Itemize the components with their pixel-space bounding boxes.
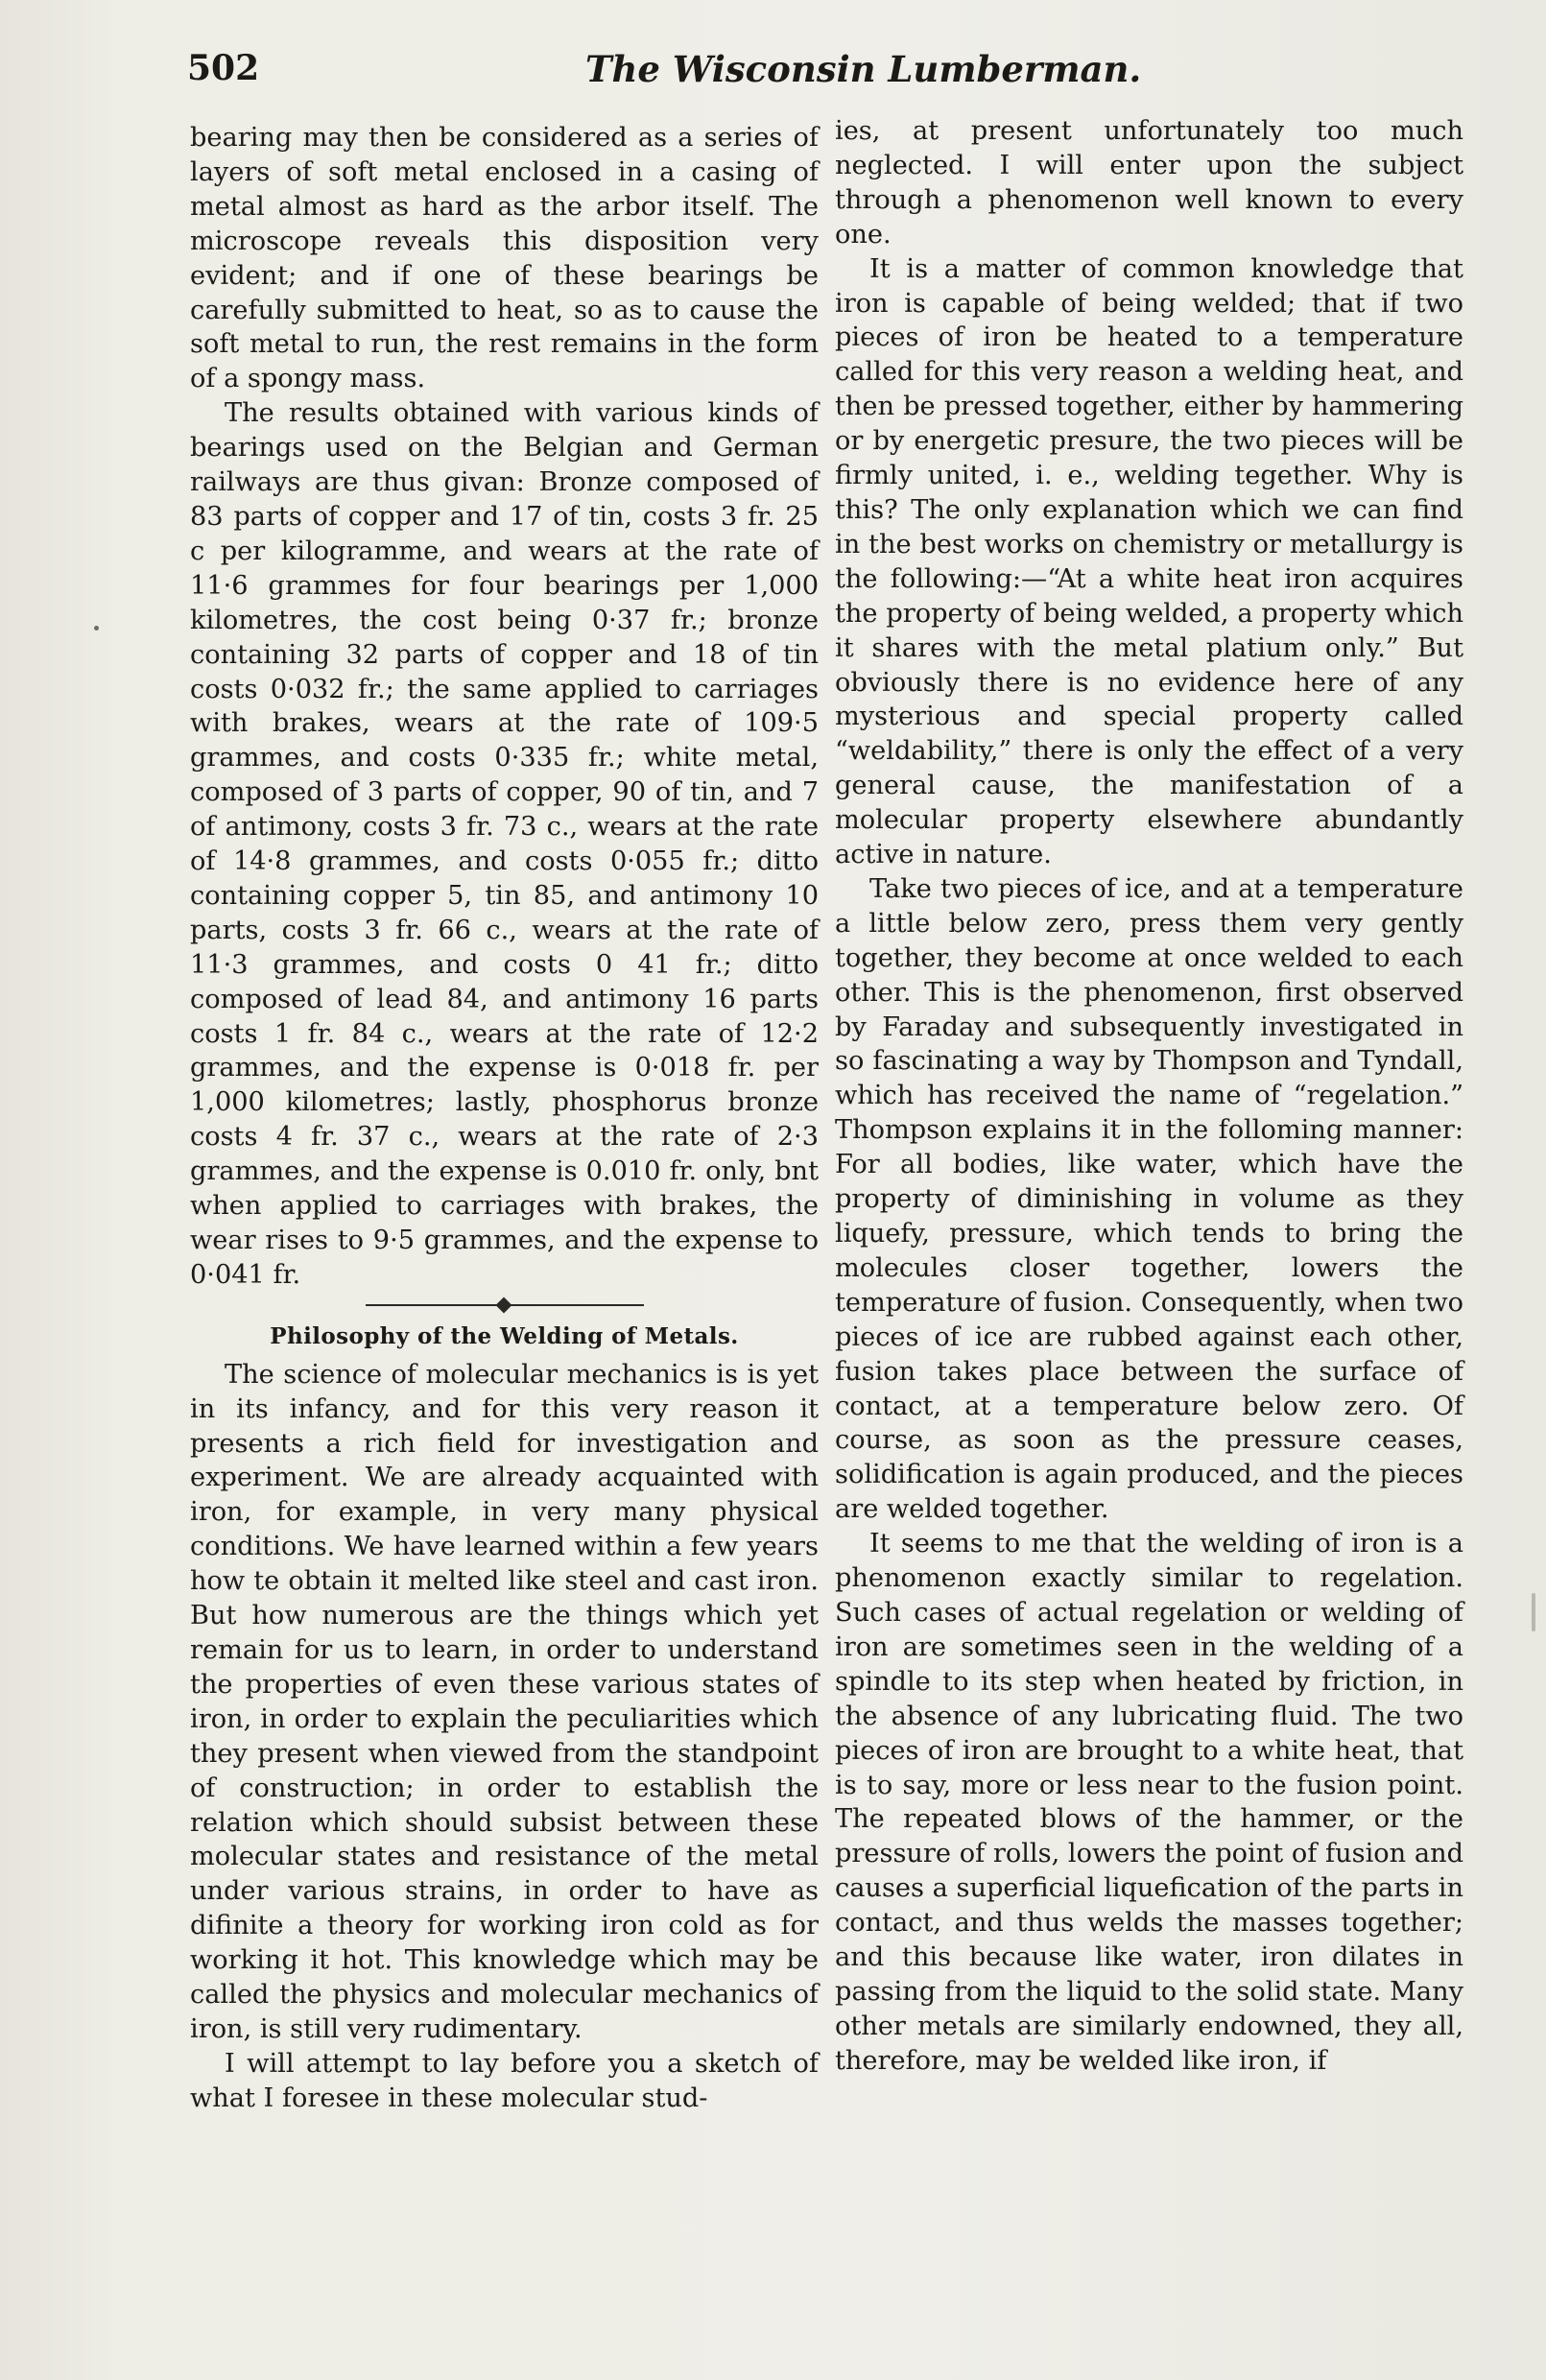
- paragraph: bearing may then be considered as a series of layers of soft metal enclosed in a casing of metal almost as hard as the arbor itself. The microscope reveals this disposition very evident; and if one of these bearings be carefully submitted to heat, so as to cause the soft metal to run, the rest remains in the form of a spongy mass.: [190, 123, 819, 394]
- print-speck-icon: [94, 626, 99, 631]
- paragraph: Take two pieces of ice, and at a temperature a little below zero, press them very gently together, they become at once welded to each other. This is the phenomenon, first observed by Faraday and subsequently investigated in so fascinating a way by Thompson and Tyndall, which has received the name of “regelation.” Thompson explains it in the folloming manner: For all bodies, like water, which have the property of diminishing in volume as they liquefy, pressure, which tends to bring the molecules closer together, lowers the temperature of fusion. Consequently, when two pieces of ice are rubbed against each other, fusion takes place between the surface of contact, at a temperature below zero. Of course, as soon as the pressure ceases, solidification is again produced, and the pieces are welded together.: [835, 873, 1463, 1525]
- paragraph: ies, at present unfortunately too much neglected. I will enter upon the subject through a phenomenon well known to every one.: [835, 116, 1463, 250]
- paragraph: The results obtained with various kinds of bearings used on the Belgian and German railways are thus givan: Bronze composed of 83 parts of copper and 17 of tin, costs 3 fr. 25 c per kilogramme, and wears at the rate of 11·6 grammes for four bearings per 1,000 kilometres, the cost being 0·37 fr.; bronze containing 32 parts of copper and 18 of tin costs 0·032 fr.; the same applied to carriages with brakes, wears at the rate of 109·5 grammes, and costs 0·335 fr.; white metal, composed of 3 parts of copper, 90 of tin, and 7 of antimony, costs 3 fr. 73 c., wears at the rate of 14·8 grammes, and costs 0·055 fr.; ditto containing copper 5, tin 85, and antimony 10 parts, costs 3 fr. 66 c., wears at the rate of 11·3 grammes, and costs 0 41 fr.; ditto composed of lead 84, and antimony 16 parts costs 1 fr. 84 c., wears at the rate of 12·2 grammes, and the expense is 0·018 fr. per 1,000 kilometres; lastly, phosphorus bronze costs 4 fr. 37 c., wears at the rate of 2·3 grammes, and the expense is 0.010 fr. only, bnt when applied to carriages with brakes, the wear rises to 9·5 grammes, and the expense to 0·041 fr.: [190, 398, 819, 1290]
- page-edge-mark-icon: [1532, 1593, 1535, 1631]
- divider-diamond-icon: [495, 1297, 511, 1313]
- right-column: [835, 114, 1463, 2079]
- page-header: [187, 48, 1473, 106]
- left-column: [190, 121, 819, 2116]
- paragraph: I will attempt to lay before you a sketch of what I foresee in these molecular stud-: [190, 2048, 819, 2113]
- section-divider: [366, 1297, 644, 1314]
- paragraph: It seems to me that the welding of iron is a phenomenon exactly similar to regelation. Such cases of actual regelation or welding of iron are sometimes seen in the welding of a spindle to its step when heated by friction, in the absence of any lubricating fluid. The two pieces of iron are brought to a white heat, that is to say, more or less near to the fusion point. The repeated blows of the hammer, or the pressure of rolls, lowers the point of fusion and causes a superficial liquefication of the parts in contact, and thus welds the masses together; and this because like water, iron dilates in passing from the liquid to the solid state. Many other metals are similarly endowned, they all, therefore, may be welded like iron, if: [835, 1529, 1463, 2076]
- paragraph: It is a matter of common knowledge that iron is capable of being welded; that if two pieces of iron be heated to a temperature called for this very reason a welding heat, and then be pressed together, either by hammering or by energetic presure, the two pieces will be firmly united, i. e., welding tegether. Why is this? The only explanation which we can find in the best works on chemistry or metallurgy is the following:—“At a white heat iron acquires the property of being welded, a property which it shares with the metal platium only.” But obviously there is no evidence here of any mysterious and special property called “weldability,” there is only the effect of a very general cause, the manifestation of a molecular property elsewhere abundantly active in nature.: [835, 253, 1463, 870]
- running-title: The Wisconsin Lumberman.: [585, 48, 1142, 90]
- paragraph: The science of molecular mechanics is is yet in its infancy, and for this very reason it presents a rich field for investigation and experiment. We are already acquainted with iron, for example, in very many physical conditions. We have learned within a few years how te obtain it melted like steel and cast iron. But how numerous are the things which yet remain for us to learn, in order to understand the properties of even these various states of iron, in order to explain the peculiarities which they present when viewed from the standpoint of construction; in order to establish the relation which should subsist between these molecular states and resistance of the metal under various strains, in order to have as difinite a theory for working iron cold as for working it hot. This knowledge which may be called the physics and molecular mechanics of iron, is still very rudimentary.: [190, 1359, 819, 2044]
- section-heading: Philosophy of the Welding of Metals.: [270, 1322, 739, 1349]
- page-number: 502: [187, 48, 260, 88]
